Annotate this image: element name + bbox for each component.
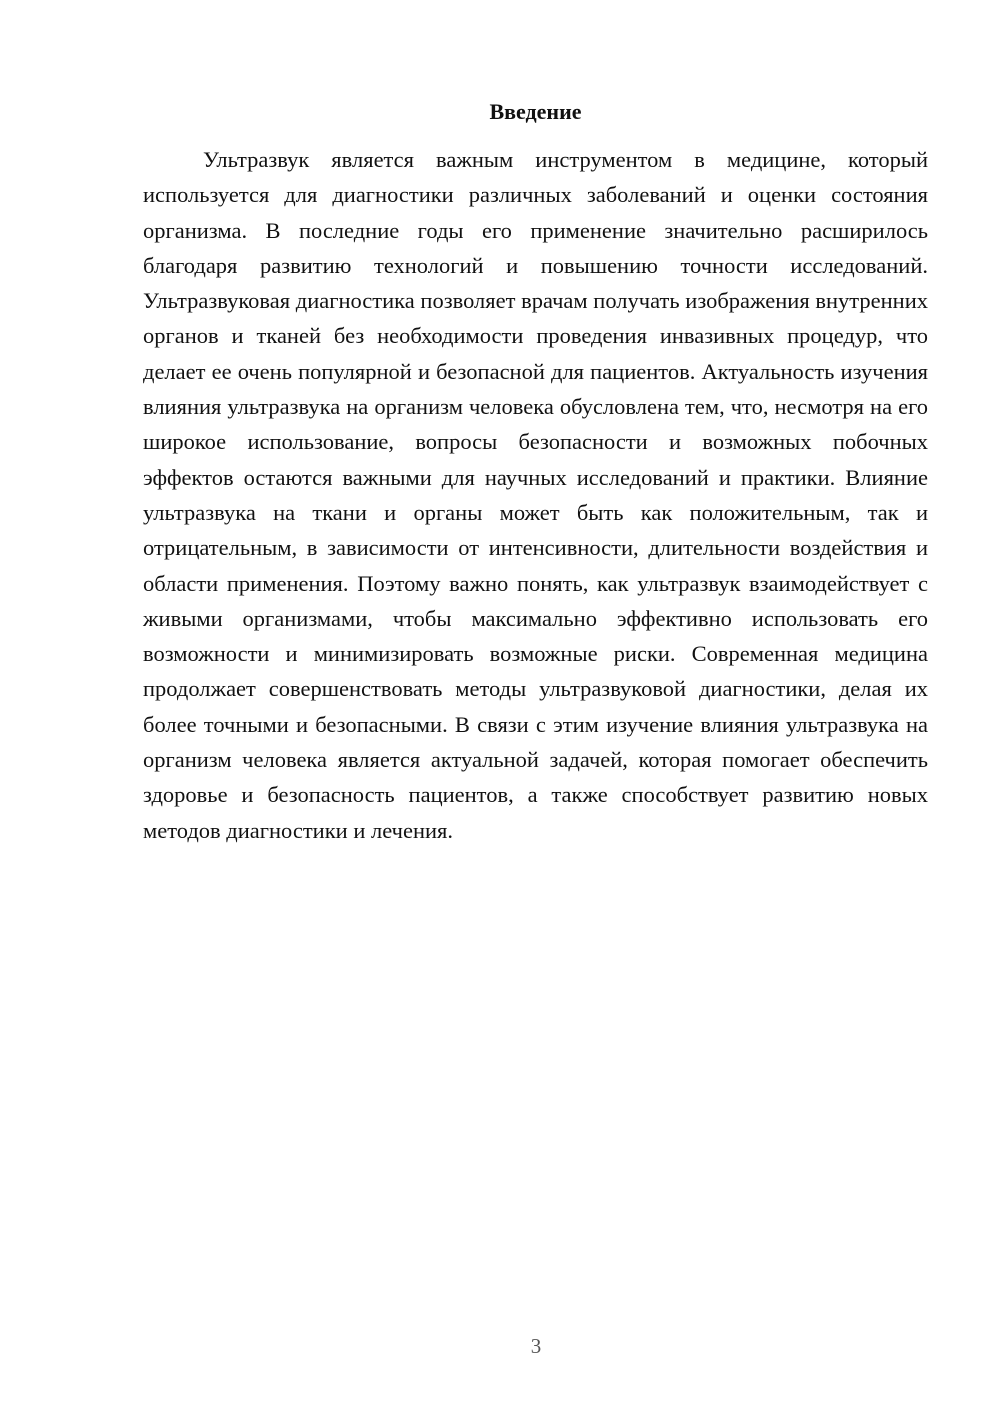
section-heading: Введение bbox=[489, 99, 582, 124]
body-paragraph: Ультразвук является важным инструментом в медицине, который используется для диагностики различных заболеваний и оценки состояния организма. В последние годы его применение значительно расширилось благодаря развитию технологий и повышению точности исследований. Ультразвуковая диагностика позволяет врачам получать изображения внутренних органов и тканей без необходимости проведения инвазивных процедур, что делает ее очень популярной и безопасной для пациентов. Актуальность изучения влияния ультразвука на организм человека обусловлена тем, что, несмотря на его широкое использование, вопросы безопасности и возможных побочных эффектов остаются важными для научных исследований и практики. Влияние ультразвука на ткани и органы может быть как положительным, так и отрицательным, в зависимости от интенсивности, длительности воздействия и области применения. Поэтому важно понять, как ультразвук взаимодействует с живыми организмами, чтобы максимально эффективно использовать его возможности и минимизировать возможные риски. Современная медицина продолжает совершенствовать методы ультразвуковой диагностики, делая их более точными и безопасными. В связи с этим изучение влияния ультразвука на организм человека является актуальной задачей, которая помогает обеспечить здоровье и безопасность пациентов, а также способствует развитию новых методов диагностики и лечения. bbox=[143, 147, 928, 843]
page-number: 3 bbox=[530, 1334, 542, 1358]
